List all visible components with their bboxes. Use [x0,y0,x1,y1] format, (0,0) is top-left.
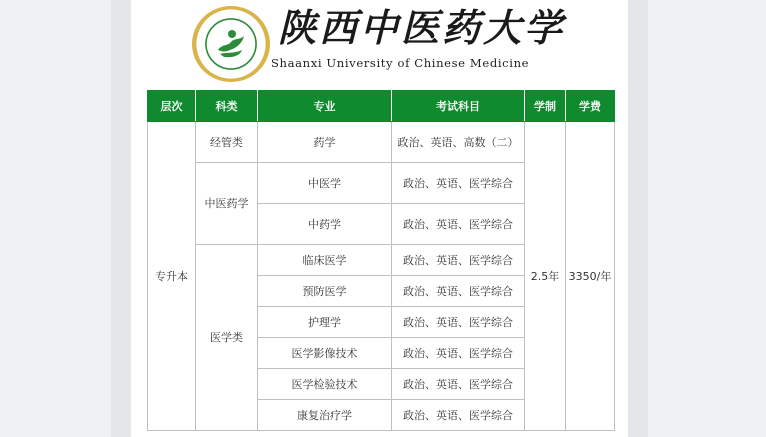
major-cell: 中药学 [258,204,392,245]
university-name-cn: 陕西中医药大学 [278,5,566,50]
column-header-duration: 学制 [525,91,566,122]
subjects-cell: 政治、英语、医学综合 [392,276,525,307]
subjects-cell: 政治、英语、高数（二） [392,122,525,163]
subjects-cell: 政治、英语、医学综合 [392,307,525,338]
subjects-cell: 政治、英语、医学综合 [392,338,525,369]
major-cell: 医学影像技术 [258,338,392,369]
column-header-category: 科类 [196,91,258,122]
major-cell: 医学检验技术 [258,369,392,400]
level-cell: 专升本 [148,122,196,431]
major-cell: 预防医学 [258,276,392,307]
hands-emblem-icon [212,24,250,64]
column-header-exam-subjects: 考试科目 [392,91,525,122]
right-margin [628,0,648,437]
column-header-level: 层次 [148,91,196,122]
category-cell: 中医药学 [196,163,258,245]
category-cell: 医学类 [196,245,258,431]
major-cell: 临床医学 [258,245,392,276]
subjects-cell: 政治、英语、医学综合 [392,400,525,431]
subjects-cell: 政治、英语、医学综合 [392,163,525,204]
tuition-cell: 3350/年 [566,122,615,431]
table-header-row [148,91,615,122]
table-row [148,122,615,163]
major-cell: 中医学 [258,163,392,204]
subjects-cell: 政治、英语、医学综合 [392,204,525,245]
category-cell: 经管类 [196,122,258,163]
column-header-tuition: 学费 [566,91,615,122]
major-cell: 药学 [258,122,392,163]
university-name-en: Shaanxi University of Chinese Medicine [271,56,530,70]
university-logo-seal [192,6,270,82]
major-cell: 康复治疗学 [258,400,392,431]
column-header-major: 专业 [258,91,392,122]
major-cell: 护理学 [258,307,392,338]
admission-table [147,90,615,431]
subjects-cell: 政治、英语、医学综合 [392,245,525,276]
subjects-cell: 政治、英语、医学综合 [392,369,525,400]
duration-cell: 2.5年 [525,122,566,431]
left-margin [111,0,131,437]
